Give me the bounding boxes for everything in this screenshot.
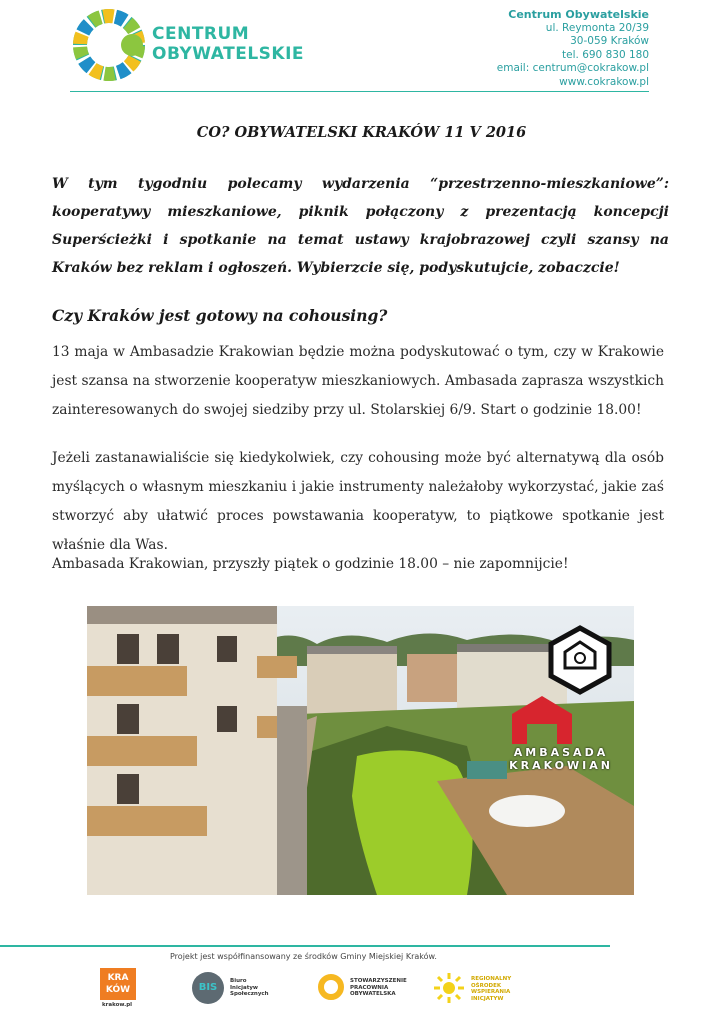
section-heading: Czy Kraków jest gotowy na cohousing? [52,306,388,325]
bis-line-2: Inicjatyw [230,984,258,991]
krakow-line-2: KÓW [105,985,131,995]
bis-logo [192,968,282,1008]
contact-org: Centrum Obywatelskie [508,8,649,21]
sun-line-2: OŚRODEK [471,982,502,989]
document-title: CO? OBYWATELSKI KRAKÓW 11 V 2016 [196,124,527,141]
contact-block [497,8,649,89]
footer-note: Projekt jest współfinansowany ze środków Gminy Miejskiej Kraków. [170,952,437,961]
contact-email[interactable]: email: centrum@cokrakow.pl [496,62,649,74]
centrum-obywatelskie-logo [72,8,146,82]
logo-wordmark [152,24,304,64]
sun-line-3: WSPIERANIA [471,989,511,995]
pracownia-line-3: OBYWATELSKA [350,991,396,997]
pracownia-obywatelska-logo [318,968,408,1008]
bis-line-1: Biuro [230,978,247,984]
krakow-logo [100,968,140,1008]
paragraph-2: Jeżeli zastanawialiście się kiedykolwiek, czy cohousing może być alternatywą dla osób myślących o własnym mieszkaniu i jakie instrumenty należałoby wykorzystać, jakie zaś stworzyć aby ułatwić proces powstawania kooperatyw, to piątkowe spotkanie jest właśnie dla Was. [52,450,664,553]
bis-line-3: Społecznych [230,991,269,997]
ambasada-text-1: AMBASADA [513,746,609,759]
contact-website[interactable]: www.cokrakow.pl [559,75,649,88]
logo-line-2: OBYWATELSKIE [152,44,305,64]
krakow-line-1: KRA [107,973,129,983]
ambasada-text-2: KRAKOWIAN [509,759,613,772]
cohousing-photo [87,606,634,895]
contact-city: 30-059 Kraków [570,35,649,47]
regional-center-logo [433,968,523,1008]
pracownia-line-2: PRACOWNIA [350,984,389,991]
paragraph-1: 13 maja w Ambasadzie Krakowian będzie można podyskutować o tym, czy w Krakowie jest szansa na stworzenie kooperatyw mieszkaniowych. Ambasada zaprasza wszystkich zainteresowanych do swojej siedziby przy ul. Stolarskiej 6/9. Start o godzinie 18.00! [52,344,664,418]
lead-paragraph: W tym tygodniu polecamy wydarzenia “przestrzenno-mieszkaniowe”: kooperatywy mieszkaniowe, piknik połączony z prezentacją koncepcji Superścieżki i spotkanie na temat ustawy krajobrazowej czyli szansy na Kraków bez reklam i ogłoszeń. Wybierzcie się, podyskutujcie, zobaczcie! [52,176,669,276]
bis-mark: BIS [192,972,224,1004]
sun-icon [433,972,465,1004]
krakow-caption: krakow.pl [102,1002,133,1008]
logo-line-1: CENTRUM [152,24,250,44]
footer-divider [0,945,610,947]
header-divider [70,91,649,92]
contact-street: ul. Reymonta 20/39 [545,21,649,34]
pracownia-line-1: STOWARZYSZENIE [350,978,407,984]
contact-phone: tel. 690 830 180 [562,48,649,61]
paragraph-3: Ambasada Krakowian, przyszły piątek o godzinie 18.00 – nie zapomnijcie! [52,556,569,572]
sun-line-1: REGIONALNY [471,976,512,982]
sun-line-4: INICJATYW [471,995,504,1002]
pracownia-circle-icon [318,974,344,1000]
